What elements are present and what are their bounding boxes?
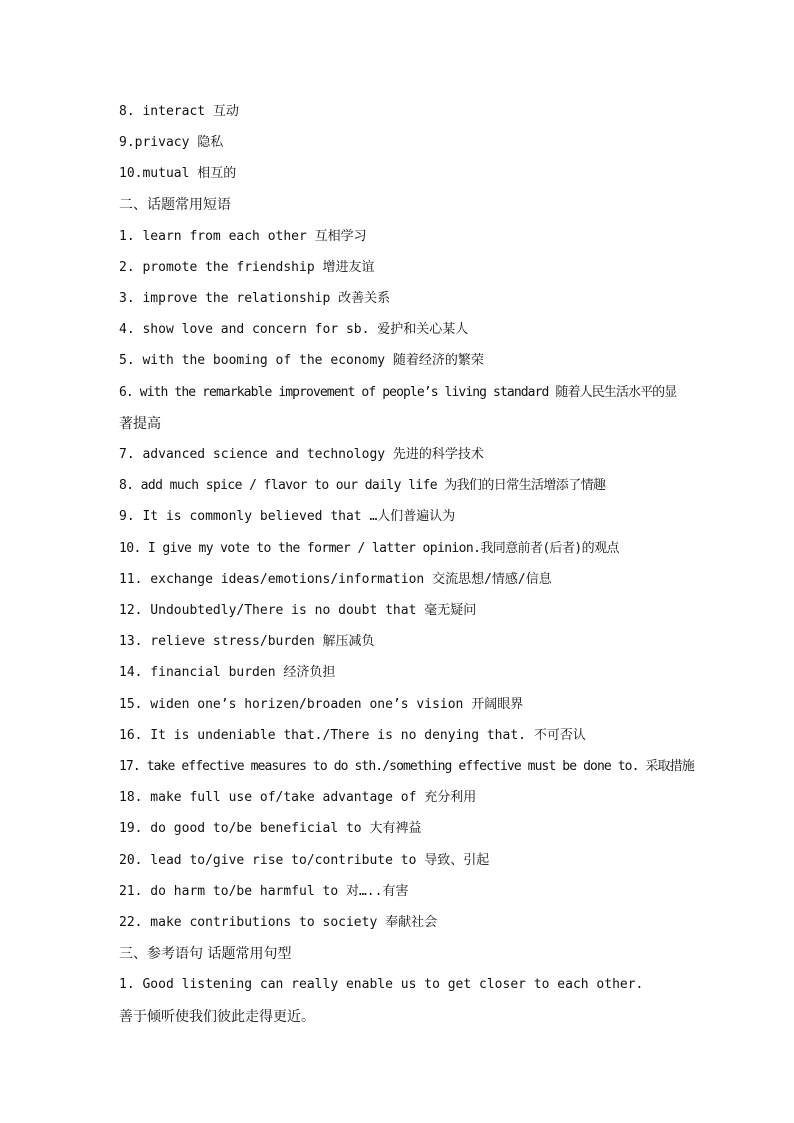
section-heading-phrases: 二、话题常用短语 — [119, 197, 231, 213]
phrase-item-4: 4. show love and concern for sb. 爱护和关心某人 — [119, 322, 469, 337]
phrase-item-13: 13. relieve stress/burden 解压减负 — [119, 634, 375, 649]
vocab-item-9: 9.privacy 隐私 — [119, 135, 224, 150]
phrase-item-8: 8. add much spice / flavor to our daily life 为我们的日常生活增添了情趣 — [119, 478, 606, 493]
phrase-item-2: 2. promote the friendship 增进友谊 — [119, 260, 375, 275]
phrase-item-16: 16. It is undeniable that./There is no denying that. 不可否认 — [119, 728, 586, 743]
phrase-item-14: 14. financial burden 经济负担 — [119, 665, 336, 680]
phrase-item-21: 21. do harm to/be harmful to 对…..有害 — [119, 884, 409, 899]
sentence-item-1-translation: 善于倾听使我们彼此走得更近。 — [119, 1009, 315, 1025]
phrase-item-3: 3. improve the relationship 改善关系 — [119, 291, 391, 306]
phrase-item-11: 11. exchange ideas/emotions/information 交流思想/情感/信息 — [119, 572, 552, 587]
phrase-item-1: 1. learn from each other 互相学习 — [119, 229, 367, 244]
sentence-item-1: 1. Good listening can really enable us to get closer to each other. — [119, 977, 644, 992]
phrase-item-5: 5. with the booming of the economy 随着经济的繁荣 — [119, 353, 484, 368]
vocab-item-8: 8. interact 互动 — [119, 104, 239, 119]
phrase-item-20: 20. lead to/give rise to/contribute to 导致、引起 — [119, 853, 490, 868]
vocab-item-10: 10.mutual 相互的 — [119, 166, 237, 181]
section-heading-sentences: 三、参考语句 话题常用句型 — [119, 946, 292, 962]
phrase-item-17: 17. take effective measures to do sth./something effective must be done to. 采取措施 — [119, 759, 694, 774]
phrase-item-15: 15. widen one’s horizen/broaden one’s vision 开阔眼界 — [119, 697, 524, 712]
phrase-item-22: 22. make contributions to society 奉献社会 — [119, 915, 438, 930]
phrase-item-19: 19. do good to/be beneficial to 大有裨益 — [119, 821, 422, 836]
phrase-item-6-continued: 著提高 — [119, 416, 161, 432]
phrase-item-12: 12. Undoubtedly/There is no doubt that 毫无疑问 — [119, 603, 477, 618]
phrase-item-7: 7. advanced science and technology 先进的科学技术 — [119, 447, 484, 462]
phrase-item-9: 9. It is commonly believed that …人们普遍认为 — [119, 509, 456, 524]
phrase-item-6: 6. with the remarkable improvement of people’s living standard 随着人民生活水平的显 — [119, 385, 677, 400]
phrase-item-18: 18. make full use of/take advantage of 充分利用 — [119, 790, 477, 805]
phrase-item-10: 10. I give my vote to the former / latter opinion.我同意前者(后者)的观点 — [119, 541, 619, 556]
